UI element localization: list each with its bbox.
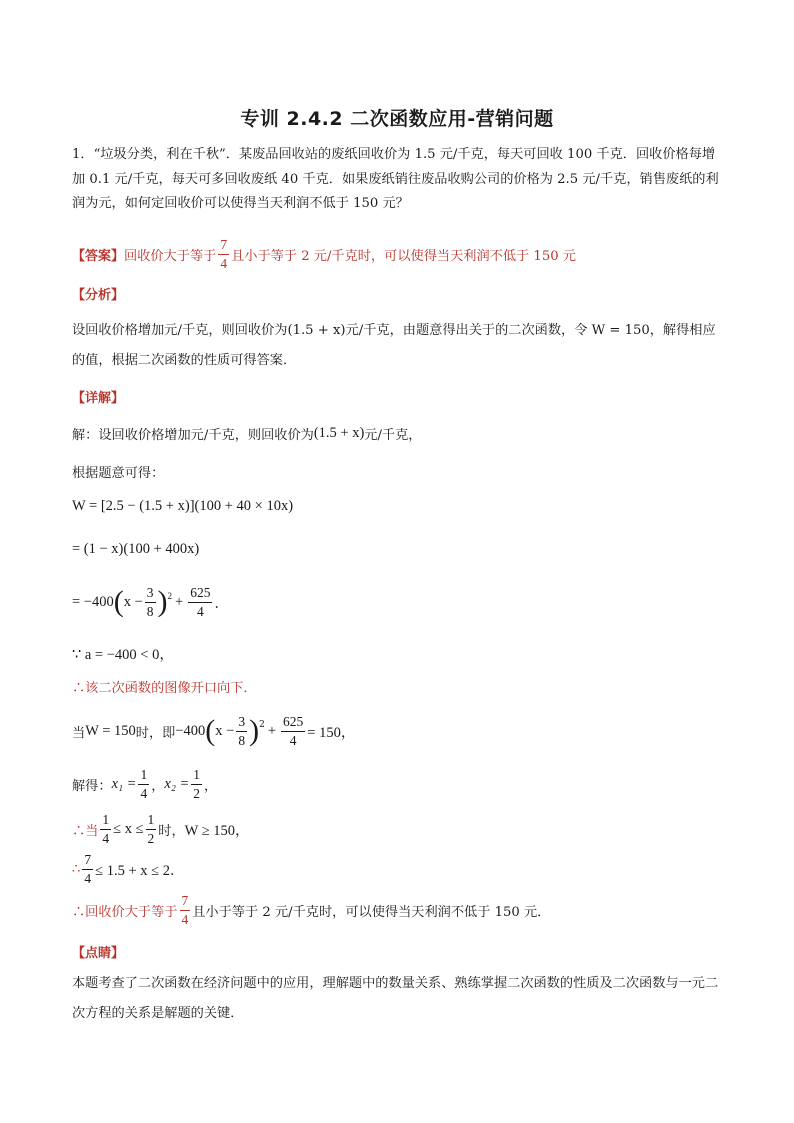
t1-frac2-num: 1 — [146, 813, 157, 830]
when-close-paren: ) — [249, 714, 260, 747]
when-line — [72, 715, 355, 747]
because-line: ∵ a = −400 < 0， — [72, 647, 174, 663]
t2-a: ∴ — [72, 861, 81, 877]
answer-text-a: 回收价大于等于 — [124, 248, 217, 264]
when-w: W = 150 — [85, 722, 136, 739]
eq3-frac625-num: 625 — [188, 586, 212, 603]
when-frac625-num: 625 — [281, 715, 305, 732]
therefore-line-2 — [72, 853, 184, 885]
solve-line — [72, 768, 217, 800]
when-frac-625-4 — [281, 715, 305, 747]
when-frac-den: 8 — [238, 732, 246, 748]
when-a: 当 — [72, 725, 86, 741]
eq3-a: = −400 — [72, 593, 114, 610]
page-title: 专训 2.4.2 二次函数应用-营销问题 — [240, 108, 554, 130]
answer-frac-num: 7 — [218, 238, 229, 255]
x2-frac — [191, 768, 202, 800]
eq3-frac625-den: 4 — [196, 603, 204, 619]
t1-c: W ≥ 150， — [184, 822, 250, 839]
therefore-line-1 — [72, 813, 250, 845]
eq3-frac-3-8 — [145, 586, 156, 618]
x2-label: x₂ = — [164, 775, 190, 792]
solve-sep: ， — [151, 778, 165, 794]
solve-end: ， — [204, 778, 218, 794]
x2-den: 2 — [193, 785, 201, 801]
eq3-inner: x − — [123, 593, 143, 610]
analysis-label: 【分析】 — [72, 288, 125, 303]
t3-frac-7-4 — [180, 894, 191, 926]
t2-frac-den: 4 — [84, 870, 92, 886]
therefore-line-3 — [72, 894, 550, 926]
t2-b: ≤ 1.5 + x ≤ 2． — [95, 862, 185, 879]
when-open-paren: ( — [205, 714, 216, 747]
equation-2: = (1 − x)(100 + 400x) — [72, 541, 200, 557]
x1-label: x₁ = — [111, 775, 137, 792]
when-eq-end: = 150， — [307, 724, 356, 741]
comment-label-row — [72, 942, 124, 961]
t1-frac1-num: 1 — [100, 813, 111, 830]
x1-num: 1 — [138, 768, 149, 785]
eq3-open-paren: ( — [113, 585, 124, 618]
detail-label: 【详解】 — [72, 391, 125, 406]
answer-frac-den: 4 — [220, 255, 228, 271]
eq3-frac-den: 8 — [146, 603, 154, 619]
analysis-text: 设回收价格增加元/千克，则回收价为(1.5 + x)元/千克，由题意得出关于的二次函数，令 W = 150，解得相应的值，根据二次函数的性质可得答案． — [72, 323, 716, 368]
x2-num: 1 — [191, 768, 202, 785]
t1-mid: ≤ x ≤ — [113, 820, 144, 837]
when-eq-a: −400 — [175, 722, 206, 739]
eq3-plus: + — [175, 593, 184, 610]
when-square: 2 — [259, 720, 265, 730]
equation-1: W = [2.5 − (1.5 + x)](100 + 40 × 10x) — [72, 498, 294, 514]
t3-frac-den: 4 — [181, 911, 189, 927]
answer-text-b: 且小于等于 2 元/千克时，可以使得当天利润不低于 150 元 — [231, 248, 576, 264]
eq3-end: ． — [214, 595, 229, 612]
equation-3 — [72, 586, 229, 618]
t1-frac1-den: 4 — [102, 830, 110, 846]
t3-frac-num: 7 — [180, 894, 191, 911]
when-b: 时，即 — [135, 725, 176, 741]
solve-a: 解得： — [72, 778, 112, 794]
eq3-frac-625-4 — [188, 586, 212, 618]
when-frac-3-8 — [236, 715, 247, 747]
t1-frac2-den: 2 — [147, 830, 155, 846]
detail-line-2: 根据题意可得： — [72, 466, 165, 481]
t1-frac-1-4 — [100, 813, 111, 845]
t2-frac-num: 7 — [82, 853, 93, 870]
answer-label: 【答案】 — [72, 248, 125, 264]
t3-a: ∴回收价大于等于 — [72, 904, 178, 920]
eq3-square: 2 — [167, 591, 173, 601]
t1-frac-1-2 — [146, 813, 157, 845]
comment-label: 【点睛】 — [72, 946, 125, 961]
answer-fraction — [218, 238, 229, 270]
t1-a: ∴当 — [72, 823, 99, 839]
eq3-frac-num: 3 — [145, 586, 156, 603]
answer-line — [72, 238, 576, 270]
when-frac625-den: 4 — [289, 732, 297, 748]
analysis-label-row — [72, 284, 124, 303]
detail-label-row — [72, 387, 124, 406]
comment-text: 本题考查了二次函数在经济问题中的应用，理解题中的数量关系、熟练掌握二次函数的性质及二次函数与一元二次方程的关系是解题的关键． — [72, 976, 719, 1021]
x1-frac — [138, 768, 149, 800]
eq3-close-paren: ) — [157, 585, 168, 618]
therefore-open-line: ∴该二次函数的图像开口向下． — [72, 681, 257, 696]
detail-line-1 — [72, 424, 422, 443]
detail-line1-expr: (1.5 + x) — [313, 425, 365, 441]
x1-den: 4 — [140, 785, 148, 801]
when-frac-num: 3 — [236, 715, 247, 732]
detail-line1-a: 解：设回收价格增加元/千克，则回收价为 — [72, 428, 314, 443]
question-text: 1．“垃圾分类，利在千秋”．某废品回收站的废纸回收价为 1.5 元/千克，每天可回收 100 千克．回收价格每增加 0.1 元/千克，每天可多回收废纸 40 千克．如果废纸销往废品收购公司的价格为 2.5 元/千克，销售废纸的利润为元，如何定回收价可以使得当天利润不低于 150 元？ — [72, 147, 719, 211]
when-inner: x − — [215, 722, 235, 739]
detail-line1-b: 元/千克， — [364, 428, 422, 443]
when-plus: + — [267, 722, 277, 739]
t1-b: 时， — [158, 823, 185, 839]
t2-frac-7-4 — [82, 853, 93, 885]
t3-b: 且小于等于 2 元/千克时，可以使得当天利润不低于 150 元． — [192, 904, 551, 920]
